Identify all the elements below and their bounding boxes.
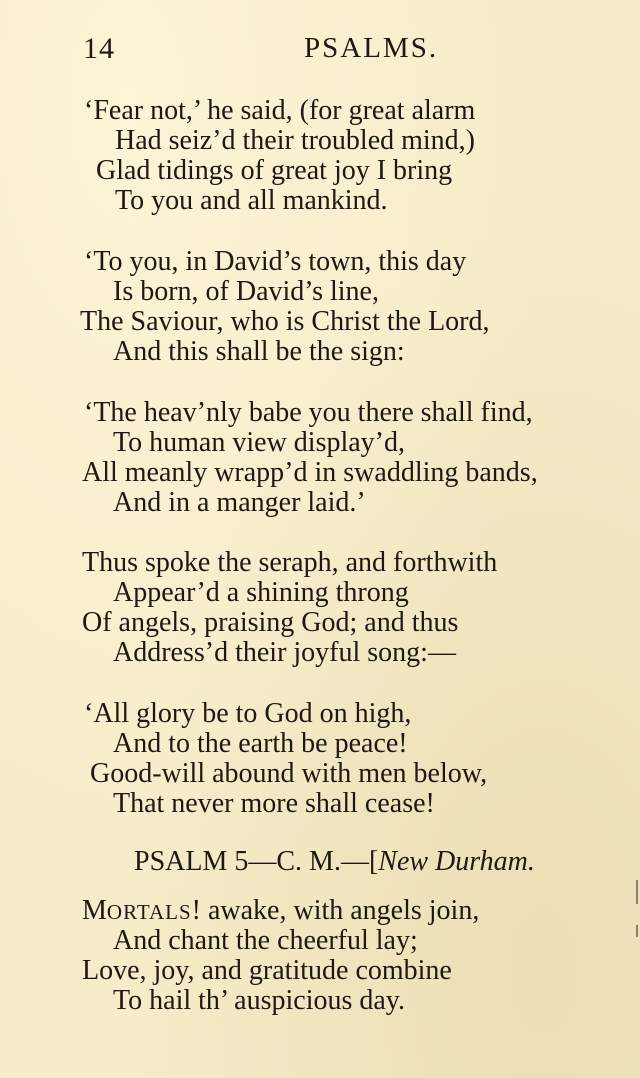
running-head: PSALMS. xyxy=(304,32,439,64)
verse-line: ‘Fear not,’ he said, (for great alarm xyxy=(84,95,476,126)
verse-line: And chant the cheerful lay; xyxy=(113,925,418,956)
page-edge-mark xyxy=(636,925,638,937)
verse-line: Good-will abound with men below, xyxy=(90,758,488,789)
page-header xyxy=(0,32,640,76)
page-number: 14 xyxy=(83,32,115,65)
verse-line xyxy=(82,896,479,927)
verse-line: All meanly wrapp’d in swaddling bands, xyxy=(82,457,538,488)
verse-line: That never more shall cease! xyxy=(113,788,435,819)
psalm-heading-prefix: PSALM 5—C. M.—[ xyxy=(134,846,379,877)
verse-line: The Saviour, who is Christ the Lord, xyxy=(80,306,490,337)
verse-line: ‘The heav’nly babe you there shall find, xyxy=(84,397,533,428)
verse-line: Appear’d a shining throng xyxy=(113,577,409,608)
page-edge-mark xyxy=(636,880,638,904)
verse-line: Thus spoke the seraph, and forthwith xyxy=(82,547,498,578)
line-rest: ! awake, with angels join, xyxy=(191,895,480,926)
psalm-heading xyxy=(134,846,535,878)
verse-line: Address’d their joyful song:— xyxy=(113,637,456,668)
first-word-small-caps xyxy=(82,895,192,926)
verse-line: Love, joy, and gratitude combine xyxy=(82,955,452,986)
verse-line: And to the earth be peace! xyxy=(113,728,408,759)
verse-line: To human view display’d, xyxy=(113,427,405,458)
verse-line: ‘To you, in David’s town, this day xyxy=(84,246,467,277)
verse-line: And in a manger laid.’ xyxy=(113,487,366,518)
verse-line: To you and all mankind. xyxy=(115,185,388,216)
tune-name: New Durham. xyxy=(378,846,535,877)
verse-line: To hail th’ auspicious day. xyxy=(113,985,405,1016)
first-word-initial: M xyxy=(82,895,107,926)
verse-line: Is born, of David’s line, xyxy=(113,276,379,307)
verse-line: Glad tidings of great joy I bring xyxy=(96,155,453,186)
verse-line: Of angels, praising God; and thus xyxy=(82,607,459,638)
verse-line: ‘All glory be to God on high, xyxy=(84,698,412,729)
verse-line: And this shall be the sign: xyxy=(113,336,405,367)
verse-line: Had seiz’d their troubled mind,) xyxy=(115,125,476,156)
first-word-rest: ORTALS xyxy=(106,900,192,924)
